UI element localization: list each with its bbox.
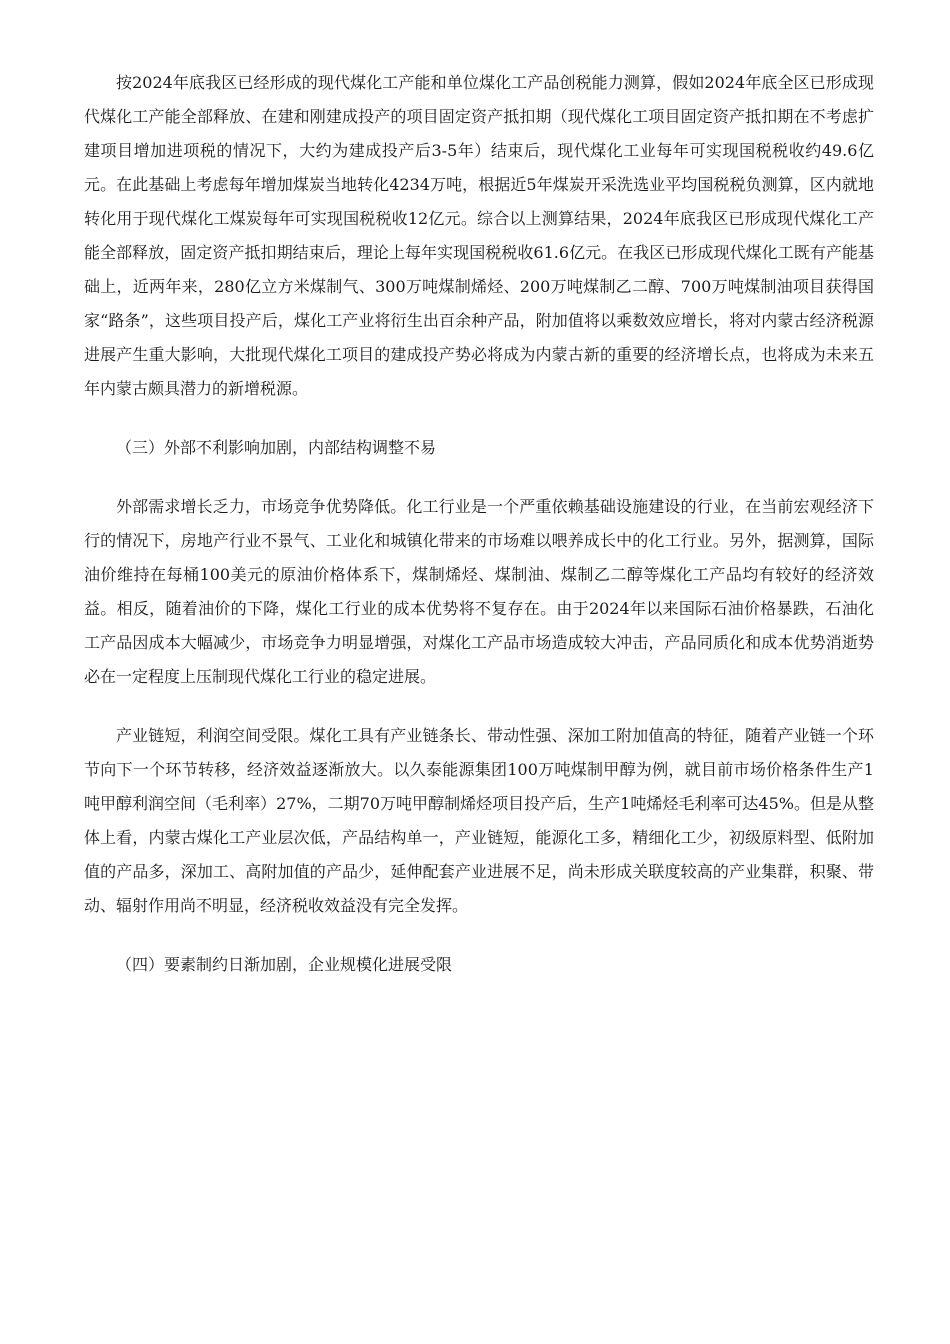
section-heading-4: （四）要素制约日渐加剧，企业规模化进展受限 xyxy=(116,955,453,974)
paragraph-external-demand: 外部需求增长乏力，市场竞争优势降低。化工行业是一个严重依赖基础设施建设的行业，在当前宏观经济下行的情况下，房地产行业不景气、工业化和城镇化带来的市场难以喂养成长中的化工行业。另外，据测算，国际油价维持在每桶100美元的原油价格体系下，煤制烯烃、煤制油、煤制乙二醇等煤化工产品均有较好的经济效益。相反，随着油价的下降，煤化工行业的成本优势将不复存在。由于2024年以来国际石油价格暴跌，石油化工产品因成本大幅减少，市场竞争力明显增强，对煤化工产品市场造成较大冲击，产品同质化和成本优势消逝势必在一定程度上压制现代煤化工行业的稳定进展。 xyxy=(84,497,874,686)
document-page xyxy=(84,66,874,1007)
paragraph-tax-estimate: 按2024年底我区已经形成的现代煤化工产能和单位煤化工产品创税能力测算，假如2024年底全区已形成现代煤化工产能全部释放、在建和刚建成投产的项目固定资产抵扣期（现代煤化工项目固定资产抵扣期在不考虑扩建项目增加进项税的情况下，大约为建成投产后3-5年）结束后，现代煤化工业每年可实现国税税收约49.6亿元。在此基础上考虑每年增加煤炭当地转化4234万吨，根据近5年煤炭开采洗选业平均国税税负测算，区内就地转化用于现代煤化工煤炭每年可实现国税税收12亿元。综合以上测算结果，2024年底我区已形成现代煤化工产能全部释放，固定资产抵扣期结束后，理论上每年实现国税税收61.6亿元。在我区已形成现代煤化工既有产能基础上，近两年来，280亿立方米煤制气、300万吨煤制烯烃、200万吨煤制乙二醇、700万吨煤制油项目获得国家“路条”，这些项目投产后，煤化工产业将衍生出百余种产品，附加值将以乘数效应增长，将对内蒙古经济税源进展产生重大影响，大批现代煤化工项目的建成投产势必将成为内蒙古新的重要的经济增长点，也将成为未来五年内蒙古颇具潜力的新增税源。 xyxy=(84,73,874,398)
paragraph-industry-chain: 产业链短，利润空间受限。煤化工具有产业链条长、带动性强、深加工附加值高的特征，随着产业链一个环节向下一个环节转移，经济效益逐渐放大。以久泰能源集团100万吨煤制甲醇为例，就目前市场价格条件生产1吨甲醇利润空间（毛利率）27%，二期70万吨甲醇制烯烃项目投产后，生产1吨烯烃毛利率可达45%。但是从整体上看，内蒙古煤化工产业层次低，产品结构单一，产业链短，能源化工多，精细化工少，初级原料型、低附加值的产品多，深加工、高附加值的产品少，延伸配套产业进展不足，尚未形成关联度较高的产业集群，积聚、带动、辐射作用尚不明显，经济税收效益没有完全发挥。 xyxy=(84,726,874,915)
section-heading-3: （三）外部不利影响加剧，内部结构调整不易 xyxy=(116,438,437,457)
